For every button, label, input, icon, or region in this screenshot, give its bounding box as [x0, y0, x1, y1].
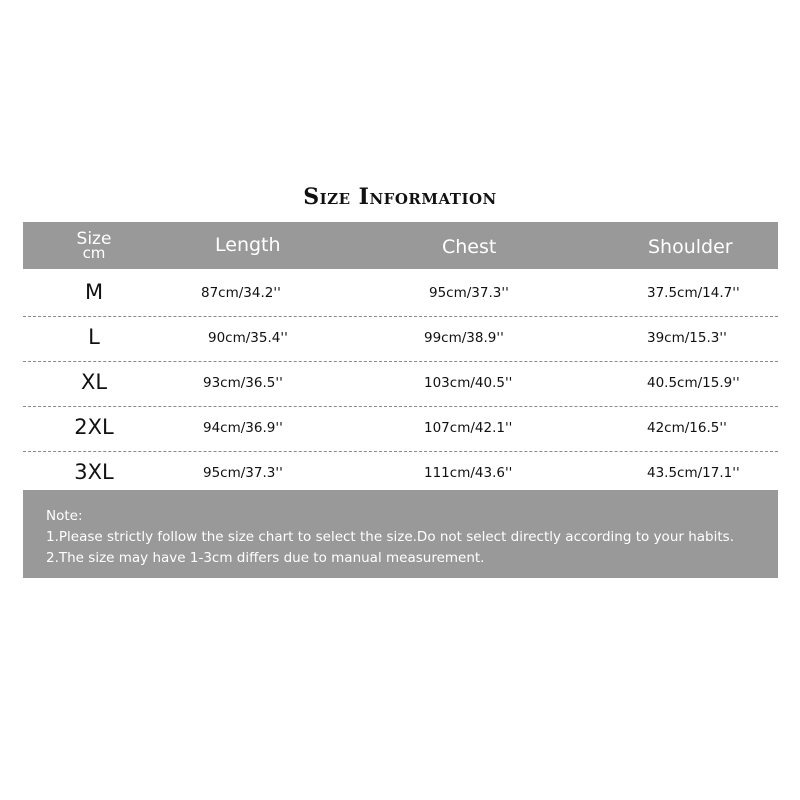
length-cell: 94cm/36.9'' [203, 420, 283, 436]
shoulder-cell: 39cm/15.3'' [647, 330, 727, 346]
length-column-header: Length [215, 234, 281, 256]
chest-cell: 103cm/40.5'' [424, 375, 513, 391]
table-header [23, 222, 778, 269]
table-row [23, 317, 778, 362]
shoulder-cell: 37.5cm/14.7'' [647, 285, 740, 301]
table-row [23, 362, 778, 407]
note-box [23, 490, 778, 578]
size-cell: L [88, 325, 100, 349]
size-cell: 2XL [74, 415, 114, 439]
chest-column-header: Chest [442, 236, 497, 258]
chest-cell: 95cm/37.3'' [429, 285, 509, 301]
shoulder-cell: 42cm/16.5'' [647, 420, 727, 436]
chest-cell: 111cm/43.6'' [424, 465, 513, 481]
size-cell: 3XL [74, 460, 114, 484]
note-line: 1.Please strictly follow the size chart to select the size.Do not select directly according to your habits. [46, 529, 734, 545]
shoulder-cell: 43.5cm/17.1'' [647, 465, 740, 481]
chest-cell: 99cm/38.9'' [424, 330, 504, 346]
length-cell: 95cm/37.3'' [203, 465, 283, 481]
length-cell: 93cm/36.5'' [203, 375, 283, 391]
shoulder-column-header: Shoulder [648, 236, 733, 258]
length-cell: 90cm/35.4'' [208, 330, 288, 346]
size-cell: XL [80, 370, 108, 394]
note-line: 2.The size may have 1-3cm differs due to manual measurement. [46, 550, 485, 566]
size-cell: M [84, 280, 104, 304]
table-row [23, 407, 778, 452]
size-table-body [23, 272, 778, 496]
table-row [23, 272, 778, 317]
length-cell: 87cm/34.2'' [201, 285, 281, 301]
note-heading: Note: [46, 508, 83, 524]
size-header-label: Size [76, 229, 112, 249]
shoulder-cell: 40.5cm/15.9'' [647, 375, 740, 391]
chest-cell: 107cm/42.1'' [424, 420, 513, 436]
page-title: Size Information [303, 184, 497, 210]
unit-header-label: cm [82, 244, 106, 262]
size-column-header [68, 231, 120, 260]
